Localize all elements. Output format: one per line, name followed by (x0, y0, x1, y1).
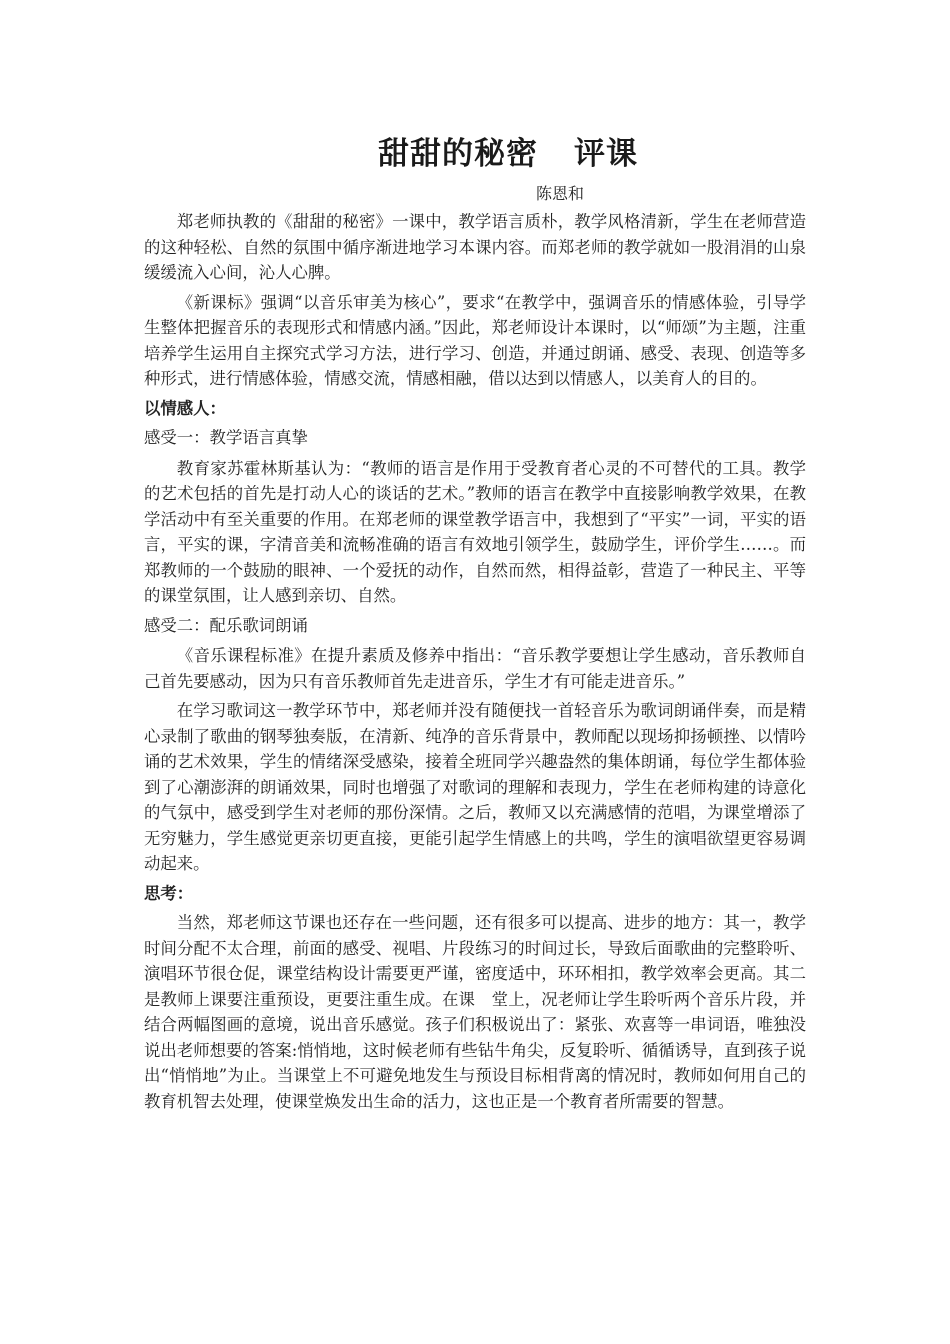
author-name: 陈恩和 (536, 184, 585, 203)
section-heading-reflection: 思考： (144, 883, 194, 903)
document-body (144, 209, 806, 1118)
intro-paragraph-1: 郑老师执教的《甜甜的秘密》一课中，教学语言质朴，教学风格清新，学生在老师营造的这种轻松、自然的氛围中循序渐进地学习本课内容。而郑老师的教学就如一股涓涓的山泉缓缓流入心间，沁人心脾。 (144, 212, 806, 282)
subheading-feeling-1: 感受一：教学语言真挚 (144, 428, 308, 447)
subheading-feeling-2: 感受二：配乐歌词朗诵 (144, 615, 308, 635)
section-heading-emotion: 以情感人： (144, 398, 226, 418)
intro-paragraph-2: 《新课标》强调“以音乐审美为核心”，要求“在教学中，强调音乐的情感体验，引导学生整体把握音乐的表现形式和情感内涵。”因此，郑老师设计本课时，以“师颂”为主题，注重培养学生运用自主探究式学习方法，进行学习、创造，并通过朗诵、感受、表现、创造等多种形式，进行情感体验，情感交流，情感相融，借以达到以情感人，以美育人的目的。 (144, 292, 806, 388)
title-main: 甜甜的秘密 (378, 136, 538, 172)
document-title (378, 128, 638, 173)
feeling-2-paragraph-1: 《音乐课程标准》在提升素质及修养中指出：“音乐教学要想让学生感动，音乐教师自己首先要感动，因为只有音乐教师首先走进音乐，学生才有可能走进音乐。” (144, 646, 806, 691)
feeling-2-paragraph-2: 在学习歌词这一教学环节中，郑老师并没有随便找一首轻音乐为歌词朗诵伴奏，而是精心录制了歌曲的钢琴独奏版，在清新、纯净的音乐背景中，教师配以现场抑扬顿挫、以情吟诵的艺术效果，学生的情绪深受感染，接着全班同学兴趣盎然的集体朗诵，每位学生都体验到了心潮澎湃的朗诵效果，同时也增强了对歌词的理解和表现力，学生在老师构建的诗意化的气氛中，感受到学生对老师的那份深情。之后，教师又以充满感情的范唱，为课堂增添了无穷魅力，学生感觉更亲切更直接，更能引起学生情感上的共鸣，学生的演唱欲望更容易调动起来。 (144, 701, 806, 873)
reflection-paragraph: 当然，郑老师这节课也还存在一些问题，还有很多可以提高、进步的地方：其一，教学时间分配不太合理，前面的感受、视唱、片段练习的时间过长，导致后面歌曲的完整聆听、演唱环节很仓促，课堂结构设计需要更严谨，密度适中，环环相扣，教学效率会更高。其二是教师上课要注重预设，更要注重生成。在课 堂上，况老师让学生聆听两个音乐片段，并结合两幅图画的意境，说出音乐感觉。孩子们积极说出了：紧张、欢喜等一串词语，唯独没说出老师想要的答案:悄悄地，这时候老师有些钻牛角尖，反复聆听、循循诱导，直到孩子说出“悄悄地”为止。当课堂上不可避免地发生与预设目标相背离的情况时，教师如何用自己的教育机智去处理，使课堂焕发出生命的活力，这也正是一个教育者所需要的智慧。 (144, 913, 806, 1111)
title-suffix: 评课 (574, 136, 638, 172)
feeling-1-paragraph: 教育家苏霍林斯基认为：“教师的语言是作用于受教育者心灵的不可替代的工具。教学的艺术包括的首先是打动人心的谈话的艺术。”教师的语言在教学中直接影响教学效果，在教学活动中有至关重要的作用。在郑老师的课堂教学语言中，我想到了“平实”一词，平实的语言，平实的课，字清音美和流畅准确的语言有效地引领学生，鼓励学生，评价学生……。而郑教师的一个鼓励的眼神、一个爱抚的动作，自然而然，相得益彰，营造了一种民主、平等的课堂氛围，让人感到亲切、自然。 (144, 458, 806, 605)
